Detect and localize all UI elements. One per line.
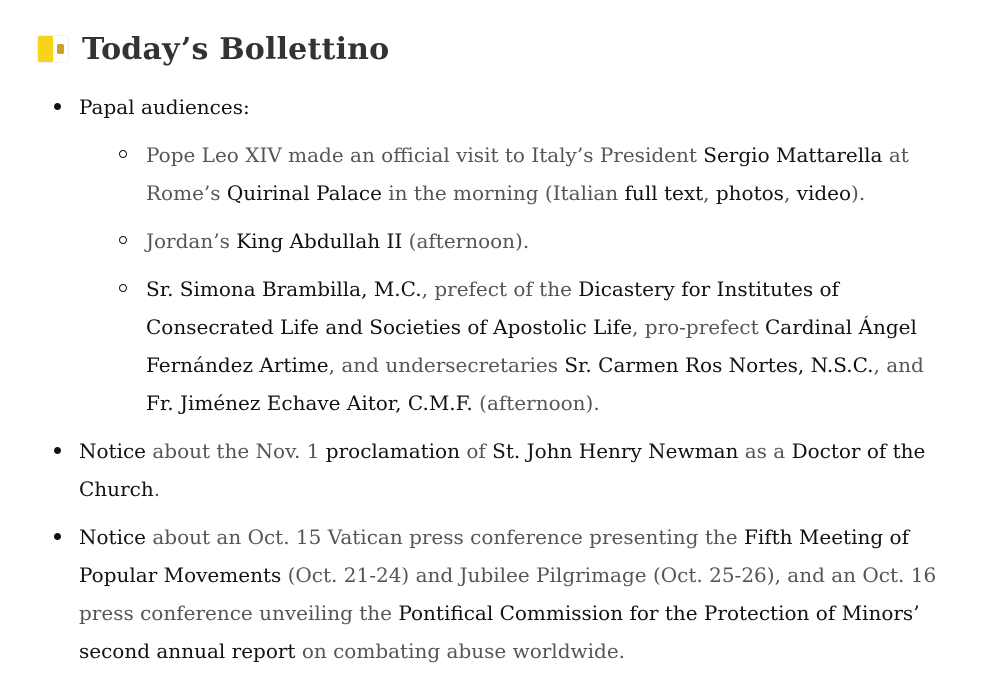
- link-sergio-mattarella[interactable]: Sergio Mattarella: [703, 143, 883, 167]
- list-item-papal-audiences: [52, 88, 952, 422]
- audience-item-king-abdullah: [119, 222, 952, 260]
- page-title: Today’s Bollettino: [82, 31, 390, 67]
- text-segment: , and: [873, 353, 924, 377]
- list-item-press-conference-notice: [52, 518, 952, 670]
- text-segment: ,: [703, 181, 716, 205]
- text-segment: of: [459, 439, 493, 463]
- text-segment: (afternoon).: [472, 391, 600, 415]
- link-pontifical-commission-report[interactable]: Pontifical Commission for the Protection of Minors’ second annual report: [79, 601, 920, 663]
- flag-emblem: [57, 44, 64, 54]
- text-segment: , and undersecretaries: [328, 353, 565, 377]
- text-segment: at Rome’s: [146, 143, 909, 205]
- text-segment: on combating abuse worldwide.: [295, 639, 626, 663]
- text-segment: Pope Leo XIV made an official visit to Italy’s President: [146, 143, 704, 167]
- link-king-abdullah[interactable]: King Abdullah II: [236, 229, 403, 253]
- link-doctor-of-the-church[interactable]: Doctor of the Church: [79, 439, 926, 501]
- papal-audiences-label: Papal audiences:: [79, 95, 250, 119]
- link-notice-newman[interactable]: Notice: [79, 439, 147, 463]
- link-photos[interactable]: photos: [715, 181, 784, 205]
- text-segment: (afternoon).: [402, 229, 530, 253]
- text-segment: as a: [738, 439, 792, 463]
- list-item-newman-notice: [52, 432, 952, 508]
- audience-item-mattarella: [119, 136, 952, 212]
- text-segment: (Oct. 21-24) and Jubilee Pilgrimage (Oct. 25-26), and an Oct. 16 press conference unveiling the: [79, 563, 937, 625]
- link-st-john-henry-newman[interactable]: St. John Henry Newman: [492, 439, 739, 463]
- text-segment: , prefect of the: [421, 277, 579, 301]
- link-full-text[interactable]: full text: [624, 181, 704, 205]
- link-popular-movements[interactable]: Fifth Meeting of Popular Movements: [79, 525, 909, 587]
- bulletin-list: [52, 88, 952, 680]
- vatican-flag-icon: [38, 36, 68, 62]
- link-fr-jimenez-echave[interactable]: Fr. Jiménez Echave Aitor, C.M.F.: [146, 391, 473, 415]
- text-segment: in the morning (Italian: [381, 181, 625, 205]
- text-segment: Jordan’s: [146, 229, 237, 253]
- link-proclamation[interactable]: proclamation: [325, 439, 460, 463]
- text-segment: about the Nov. 1: [146, 439, 326, 463]
- link-notice-press-conference[interactable]: Notice: [79, 525, 147, 549]
- audiences-sublist: [79, 136, 952, 422]
- link-cardinal-artime[interactable]: Cardinal Ángel Fernández Artime: [146, 315, 917, 377]
- text-segment: , pro-prefect: [632, 315, 765, 339]
- link-sr-simona-brambilla[interactable]: Sr. Simona Brambilla, M.C.: [146, 277, 422, 301]
- link-video[interactable]: video: [796, 181, 852, 205]
- link-dicastery[interactable]: Dicastery for Institutes of Consecrated Life and Societies of Apostolic Life: [146, 277, 839, 339]
- text-segment: ,: [783, 181, 797, 205]
- link-quirinal-palace[interactable]: Quirinal Palace: [226, 181, 382, 205]
- audience-item-dicastery: [119, 270, 952, 422]
- page-heading: [38, 26, 389, 72]
- link-sr-carmen-ros-nortes[interactable]: Sr. Carmen Ros Nortes, N.S.C.: [564, 353, 874, 377]
- text-segment: ).: [851, 181, 866, 205]
- text-segment: about an Oct. 15 Vatican press conference presenting the: [146, 525, 744, 549]
- flag-yellow-half: [38, 36, 53, 62]
- text-segment: .: [153, 477, 161, 501]
